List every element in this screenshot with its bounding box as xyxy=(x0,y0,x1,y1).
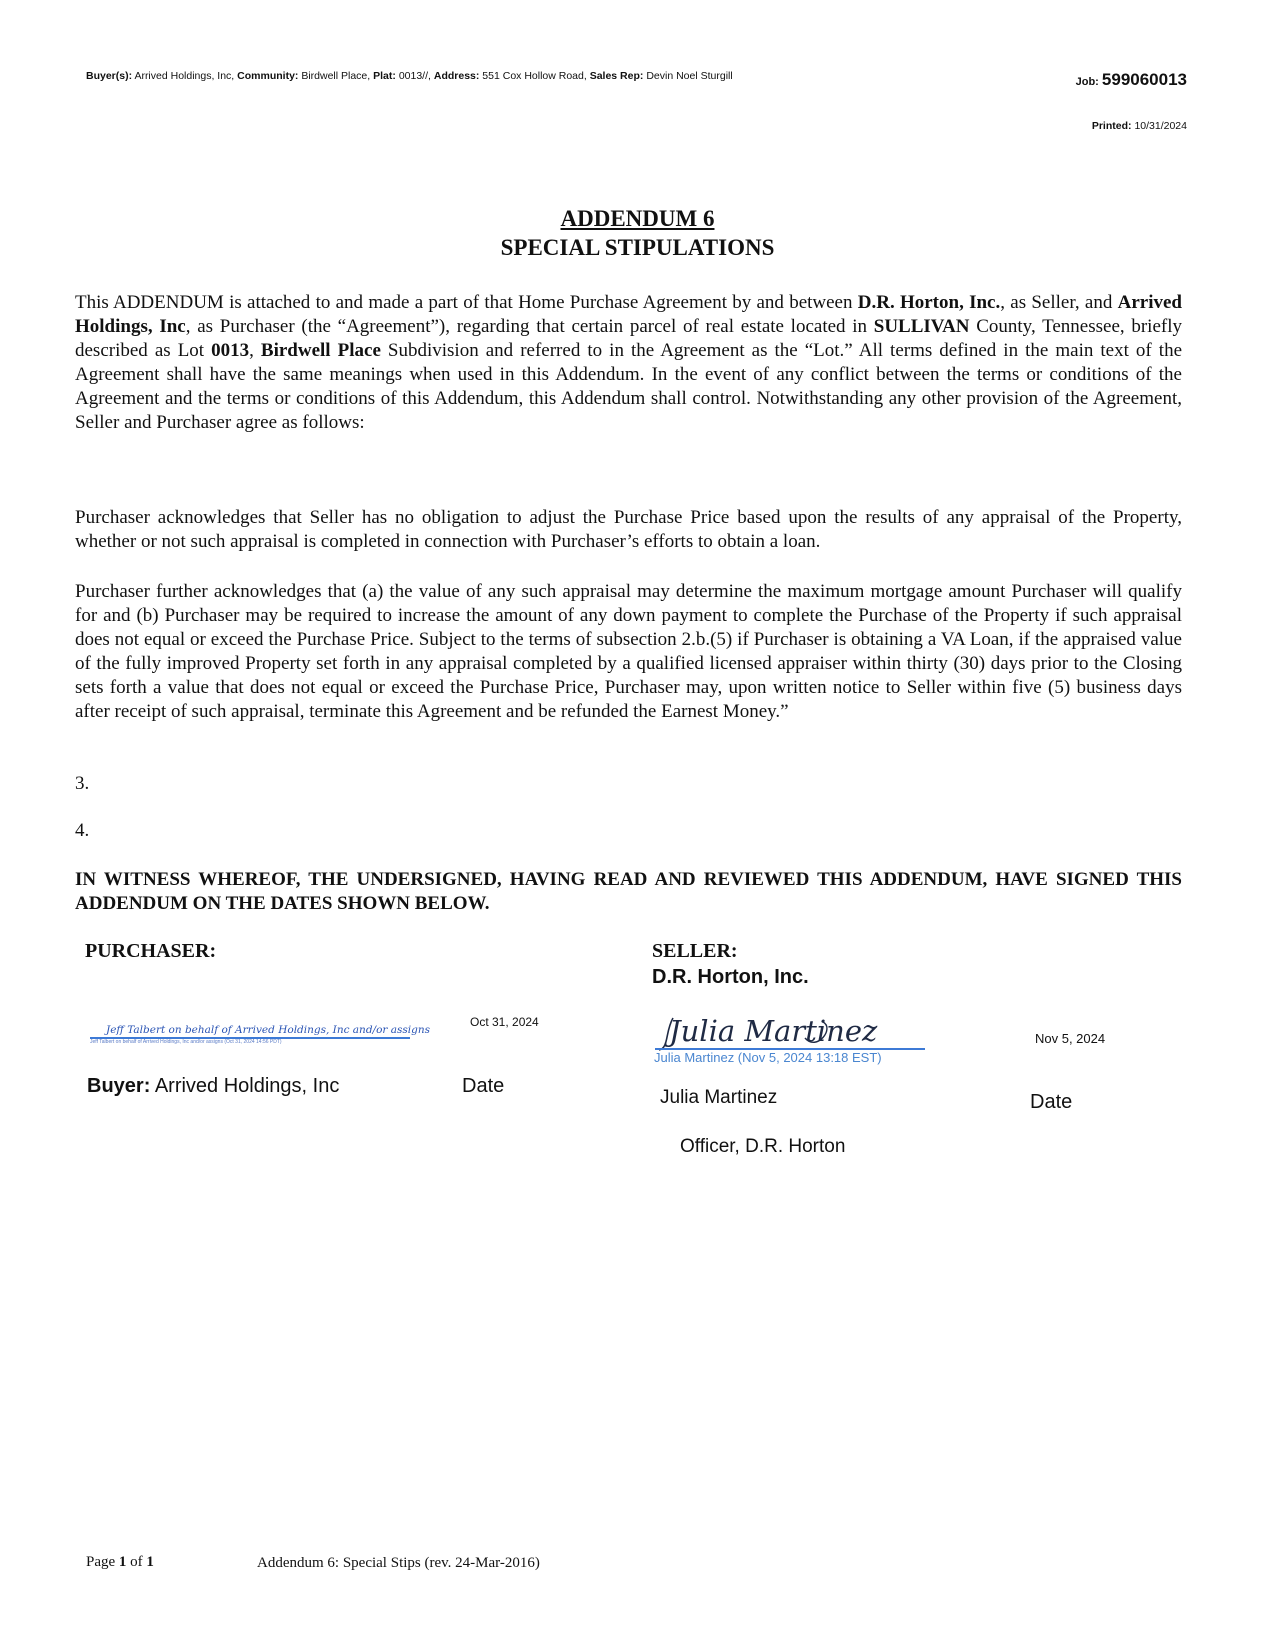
printed-date: 10/31/2024 xyxy=(1134,120,1187,132)
purchaser-date-label: Date xyxy=(462,1075,505,1097)
plat-label: Plat: xyxy=(373,70,396,82)
appraisal-ack-paragraph: Purchaser acknowledges that Seller has no obligation to adjust the Purchase Price based upon the results of any appraisal of the Property, whether or not such appraisal is completed in connection with Purchaser’s efforts to obtain a loan. xyxy=(75,507,1182,552)
purchaser-heading: PURCHASER: xyxy=(85,940,217,962)
seller-company-name: D.R. Horton, Inc. xyxy=(652,966,809,988)
printed-label: Printed: xyxy=(1091,120,1132,132)
seller-signature-script: Julia Martinez xyxy=(669,1014,878,1048)
seller-heading: SELLER: xyxy=(652,940,738,962)
item-3-number: 3. xyxy=(75,773,90,794)
seller-printed-name: Julia Martinez xyxy=(660,1087,778,1108)
footer-document-name: Addendum 6: Special Stips (rev. 24-Mar-2016) xyxy=(257,1555,540,1571)
address-value: 551 Cox Hollow Road, xyxy=(482,70,587,82)
buyer-value: Arrived Holdings, Inc, xyxy=(134,70,235,82)
sales-rep-label: Sales Rep: xyxy=(589,70,644,82)
address-label: Address: xyxy=(433,70,480,82)
document-subtitle: SPECIAL STIPULATIONS xyxy=(500,235,775,260)
purchaser-signature-stamp: Jeff Talbert on behalf of Arrived Holdings, Inc and/or assigns (Oct 31, 2024 14:56 PDT) xyxy=(90,1039,282,1045)
intro-county: SULLIVAN xyxy=(873,316,970,337)
sales-rep-value: Devin Noel Sturgill xyxy=(646,70,733,82)
seller-signature-graphic xyxy=(655,1008,927,1052)
footer-page-total: 1 xyxy=(146,1554,154,1570)
witness-clause: IN WITNESS WHEREOF, THE UNDERSIGNED, HAVING READ AND REVIEWED THIS ADDENDUM, HAVE SIGNED THIS ADDENDUM ON THE DATES SHOWN BELOW. xyxy=(75,869,1182,914)
purchaser-signature-text: Jeff Talbert on behalf of Arrived Holdings, Inc and/or assigns xyxy=(106,1024,431,1036)
purchaser-signature xyxy=(90,1024,431,1045)
seller-date-label: Date xyxy=(1030,1091,1073,1113)
printed-date-block xyxy=(1092,120,1187,132)
footer-page-number xyxy=(86,1554,154,1571)
footer-page-prefix: Page xyxy=(86,1554,119,1570)
intro-paragraph xyxy=(75,291,1182,435)
job-number-block xyxy=(1076,70,1187,90)
job-number: 599060013 xyxy=(1101,70,1187,89)
seller-signature-stamp: Julia Martinez (Nov 5, 2024 13:18 EST) xyxy=(654,1050,882,1065)
intro-lot: 0013 xyxy=(211,340,250,361)
seller-officer-title: Officer, D.R. Horton xyxy=(680,1136,846,1157)
item-4-number: 4. xyxy=(75,820,90,841)
intro-subdivision: Birdwell Place xyxy=(260,340,381,361)
intro-text-1: This ADDENDUM is attached to and made a part of that Home Purchase Agreement by and between xyxy=(75,292,858,313)
intro-purchaser-name: Arrived Holdings, Inc xyxy=(75,292,1182,337)
job-label: Job: xyxy=(1075,76,1099,88)
seller-sign-date: Nov 5, 2024 xyxy=(1035,1031,1106,1046)
intro-text-5: , xyxy=(249,340,261,361)
footer-page-current: 1 xyxy=(118,1554,127,1570)
intro-seller-name: D.R. Horton, Inc. xyxy=(857,292,1001,313)
purchaser-sign-date: Oct 31, 2024 xyxy=(470,1015,539,1029)
header-info-line xyxy=(86,70,733,82)
intro-text-3: , as Purchaser (the “Agreement”), regarding that certain parcel of real estate located in xyxy=(185,316,874,337)
document-title: ADDENDUM 6 xyxy=(560,206,715,231)
community-label: Community: xyxy=(237,70,299,82)
buyer-label-bold: Buyer: xyxy=(87,1075,151,1097)
plat-value: 0013//, xyxy=(398,70,431,82)
buyer-label-value: Arrived Holdings, Inc xyxy=(154,1075,340,1097)
appraisal-further-paragraph: Purchaser further acknowledges that (a) the value of any such appraisal may determine the maximum mortgage amount Purchaser will qualify for and (b) Purchaser may be required to increase the amount of any down payment to complete the Purchase of the Property if such appraisal does not equal or exceed the Purchase Price. Subject to the terms of subsection 2.b.(5) if Purchaser is obtaining a VA Loan, if the appraised value of the fully improved Property set forth in any appraisal completed by a qualified licensed appraiser within thirty (30) days prior to the Closing sets forth a value that does not equal or exceed the Purchase Price, Purchaser may, upon written notice to Seller within five (5) business days after receipt of such appraisal, terminate this Agreement and be refunded the Earnest Money.” xyxy=(75,581,1182,722)
buyer-label-line xyxy=(87,1075,339,1098)
community-value: Birdwell Place, xyxy=(301,70,371,82)
intro-text-6: Subdivision and referred to in the Agreement as the “Lot.” All terms defined in the main text of the Agreement shall have the same meanings when used in this Addendum. In the event of any conflict between the terms or conditions of the Agreement and the terms or conditions of this Addendum, this Addendum shall control. Notwithstanding any other provision of the Agreement, Seller and Purchaser agree as follows: xyxy=(75,340,1182,433)
intro-text-4: County, Tennessee, briefly described as Lot xyxy=(75,316,1182,361)
footer-page-of: of xyxy=(126,1554,147,1570)
intro-text-2: , as Seller, and xyxy=(1000,292,1118,313)
buyer-label: Buyer(s): xyxy=(86,70,133,82)
